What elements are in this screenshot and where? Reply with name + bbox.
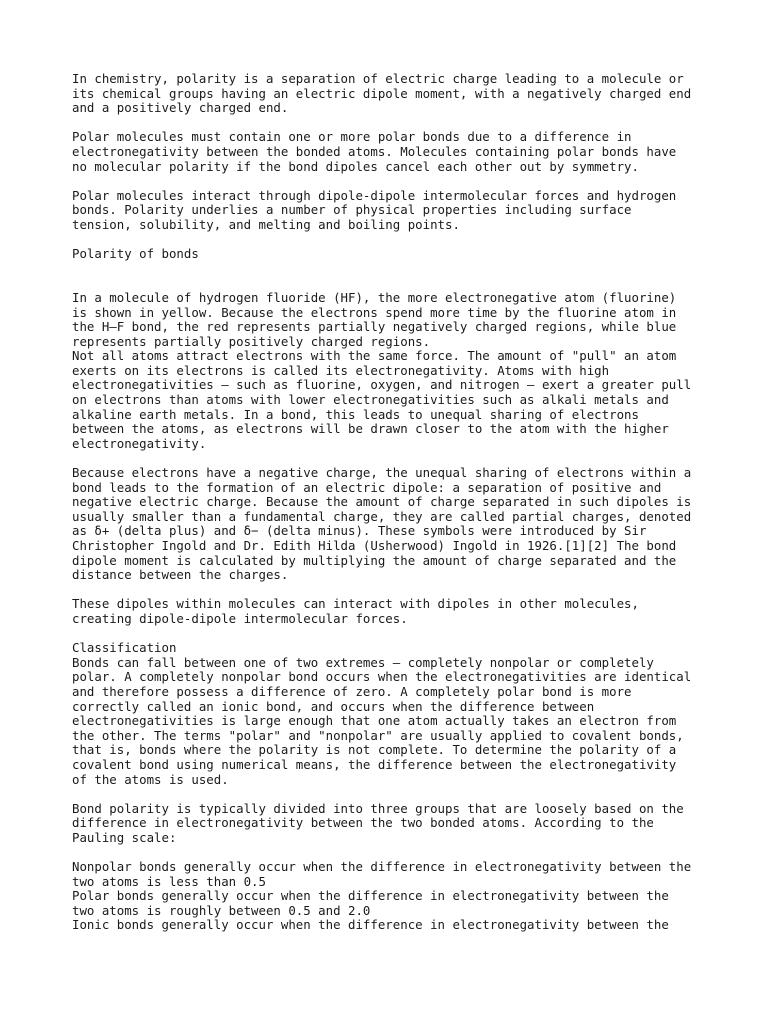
text-line: represents partially positively charged regions. bbox=[72, 333, 431, 349]
text-line: the other. The terms "polar" and "nonpolar" are usually applied to covalent bonds, bbox=[72, 727, 684, 743]
blank-line bbox=[72, 116, 712, 131]
text-line: Bond polarity is typically divided into three groups that are loosely based on the bbox=[72, 800, 684, 816]
text-line: and therefore possess a difference of zero. A completely polar bond is more bbox=[72, 683, 632, 699]
text-line: on electrons than atoms with lower electronegativities such as alkali metals and bbox=[72, 392, 669, 408]
blank-line bbox=[72, 174, 712, 189]
text-line: polar. A completely nonpolar bond occurs when the electronegativities are identical bbox=[72, 669, 692, 685]
text-line: two atoms is roughly between 0.5 and 2.0 bbox=[72, 902, 371, 918]
text-line: between the atoms, as electrons will be drawn closer to the atom with the higher bbox=[72, 421, 669, 437]
blank-line bbox=[72, 787, 712, 802]
text-line: electronegativities is large enough that one atom actually takes an electron from bbox=[72, 713, 677, 729]
text-line: Not all atoms attract electrons with the same force. The amount of "pull" an atom bbox=[72, 348, 677, 364]
text-line: electronegativity. bbox=[72, 435, 207, 451]
blank-line bbox=[72, 627, 712, 642]
text-line: bond leads to the formation of an electric dipole: a separation of positive and bbox=[72, 479, 662, 495]
text-line: Ionic bonds generally occur when the difference in electronegativity between the bbox=[72, 917, 669, 933]
text-line: its chemical groups having an electric dipole moment, with a negatively charged end bbox=[72, 85, 692, 101]
text-line: Polar molecules interact through dipole-dipole intermolecular forces and hydrogen bbox=[72, 187, 677, 203]
blank-line bbox=[72, 276, 712, 291]
blank-line bbox=[72, 583, 712, 598]
text-line: bonds. Polarity underlies a number of physical properties including surface bbox=[72, 202, 632, 218]
text-line: negative electric charge. Because the amount of charge separated in such dipoles is bbox=[72, 494, 692, 510]
blank-line bbox=[72, 845, 712, 860]
text-line: distance between the charges. bbox=[72, 567, 289, 583]
text-line: of the atoms is used. bbox=[72, 771, 229, 787]
text-line: two atoms is less than 0.5 bbox=[72, 873, 266, 889]
text-line: correctly called an ionic bond, and occurs when the difference between bbox=[72, 698, 595, 714]
text-line: Polar bonds generally occur when the difference in electronegativity between the bbox=[72, 888, 669, 904]
text-line: alkaline earth metals. In a bond, this leads to unequal sharing of electrons bbox=[72, 406, 639, 422]
text-line: electronegativities – such as fluorine, oxygen, and nitrogen – exert a greater pull bbox=[72, 377, 692, 393]
text-line: In chemistry, polarity is a separation of electric charge leading to a molecule or bbox=[72, 71, 684, 86]
document-page bbox=[72, 72, 712, 933]
text-line: no molecular polarity if the bond dipoles cancel each other out by symmetry. bbox=[72, 158, 639, 174]
text-line: electronegativity between the bonded atoms. Molecules containing polar bonds have bbox=[72, 143, 677, 159]
text-line: usually smaller than a fundamental charge, they are called partial charges, denoted bbox=[72, 508, 692, 524]
text-line: difference in electronegativity between the two bonded atoms. According to the bbox=[72, 815, 654, 831]
text-line: dipole moment is calculated by multiplying the amount of charge separated and the bbox=[72, 552, 677, 568]
text-line: These dipoles within molecules can interact with dipoles in other molecules, bbox=[72, 596, 639, 612]
text-line: is shown in yellow. Because the electrons spend more time by the fluorine atom in bbox=[72, 304, 677, 320]
text-line: creating dipole-dipole intermolecular forces. bbox=[72, 610, 408, 626]
text-line: Classification bbox=[72, 640, 177, 656]
text-line: the H—F bond, the red represents partially negatively charged regions, while blue bbox=[72, 319, 677, 335]
text-line: Polarity of bonds bbox=[72, 246, 199, 262]
text-line: Polar molecules must contain one or more polar bonds due to a difference in bbox=[72, 129, 632, 145]
blank-line bbox=[72, 262, 712, 277]
text-line: that is, bonds where the polarity is not complete. To determine the polarity of a bbox=[72, 742, 677, 758]
text-line: Pauling scale: bbox=[72, 829, 177, 845]
blank-line bbox=[72, 451, 712, 466]
text-line: Christopher Ingold and Dr. Edith Hilda (Usherwood) Ingold in 1926.[1][2] The bond bbox=[72, 538, 677, 553]
text-line: Because electrons have a negative charge, the unequal sharing of electrons within a bbox=[72, 465, 692, 481]
text-line: as δ+ (delta plus) and δ− (delta minus). These symbols were introduced by Sir bbox=[72, 523, 647, 539]
text-line: tension, solubility, and melting and boiling points. bbox=[72, 216, 460, 232]
text-line: covalent bond using numerical means, the difference between the electronegativity bbox=[72, 756, 677, 772]
text-line: Nonpolar bonds generally occur when the difference in electronegativity between the bbox=[72, 859, 692, 875]
text-line: and a positively charged end. bbox=[72, 100, 289, 116]
blank-line bbox=[72, 233, 712, 248]
text-line: exerts on its electrons is called its electronegativity. Atoms with high bbox=[72, 362, 610, 378]
text-line: In a molecule of hydrogen fluoride (HF), the more electronegative atom (fluorine) bbox=[72, 289, 677, 305]
text-line: Bonds can fall between one of two extremes – completely nonpolar or completely bbox=[72, 654, 654, 670]
